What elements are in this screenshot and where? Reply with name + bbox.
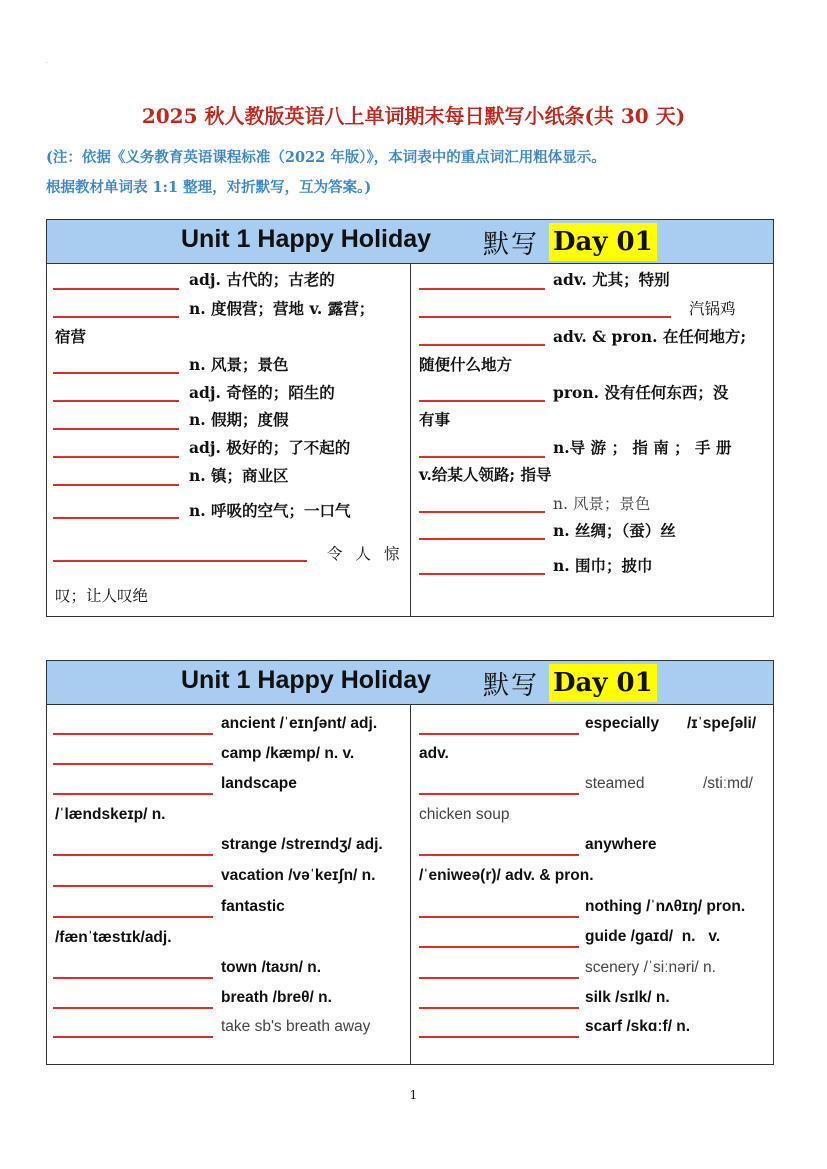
dictation-card-chinese <box>46 219 774 617</box>
answer-blank[interactable] <box>53 428 179 430</box>
word: anywhere <box>585 836 657 853</box>
meaning-cont: 有事 <box>419 410 451 429</box>
page-title: 2025 秋人教版英语八上单词期末每日默写小纸条(共 30 天) <box>141 104 686 128</box>
phonetic: /stiːmd/ <box>703 775 753 792</box>
note-line-1: (注：依据《义务教育英语课程标准（2022 年版）》，本词表中的重点词汇用粗体显示。 <box>46 149 606 166</box>
meaning-cont: v.给某人领路; 指导 <box>419 465 552 484</box>
word: ancient /ˈeɪnʃənt/ adj. <box>221 715 378 732</box>
answer-blank[interactable] <box>53 854 213 856</box>
meaning: n. 呼吸的空气；一口气 <box>189 501 351 520</box>
word: strange /streɪndʒ/ adj. <box>221 836 383 853</box>
answer-blank[interactable] <box>419 977 579 979</box>
top-marker: . <box>46 58 48 65</box>
note-line-2: 根据教材单词表 1:1 整理，对折默写，互为答案。) <box>46 179 372 196</box>
dictation-card-english <box>46 660 774 1065</box>
meaning: n. 丝绸；（蚕）丝 <box>553 521 676 540</box>
answer-blank[interactable] <box>419 573 545 575</box>
column-divider <box>410 705 411 1065</box>
answer-blank[interactable] <box>53 316 179 318</box>
word: breath /breθ/ n. <box>221 989 332 1006</box>
day-badge: Day 01 <box>549 664 657 702</box>
dictation-label: 默写 <box>483 230 540 260</box>
answer-blank[interactable] <box>419 793 579 795</box>
answer-blank[interactable] <box>53 916 213 918</box>
answer-blank[interactable] <box>53 400 179 402</box>
answer-blank[interactable] <box>419 538 545 540</box>
unit-title: Unit 1 Happy Holiday <box>181 666 432 694</box>
word: take sb's breath away <box>221 1018 371 1035</box>
word: steamed <box>585 775 645 792</box>
day-badge: Day 01 <box>549 223 657 261</box>
column-divider <box>410 264 411 617</box>
word: town /taʊn/ n. <box>221 959 322 976</box>
meaning: 令 人 惊 <box>327 545 404 563</box>
meaning-cont: 宿营 <box>55 327 87 346</box>
word: fantastic <box>221 898 285 915</box>
card-header <box>47 661 773 705</box>
answer-blank[interactable] <box>53 372 179 374</box>
answer-blank[interactable] <box>53 484 179 486</box>
word: camp /kæmp/ n. v. <box>221 745 355 762</box>
answer-blank[interactable] <box>419 916 579 918</box>
meaning: adj. 奇怪的；陌生的 <box>189 383 335 402</box>
answer-blank[interactable] <box>53 560 307 562</box>
answer-blank[interactable] <box>53 456 179 458</box>
word: scarf /skɑːf/ n. <box>585 1018 691 1035</box>
meaning: n. 假期；度假 <box>189 410 289 429</box>
answer-blank[interactable] <box>53 885 213 887</box>
answer-blank[interactable] <box>53 288 179 290</box>
answer-blank[interactable] <box>53 763 213 765</box>
meaning: adv. 尤其；特别 <box>553 270 670 289</box>
word: vacation /vəˈkeɪʃn/ n. <box>221 867 376 884</box>
answer-blank[interactable] <box>419 1036 579 1038</box>
answer-blank[interactable] <box>53 1036 213 1038</box>
phonetic: /ɪˈspeʃəli/ <box>687 715 757 732</box>
card-header <box>47 220 773 264</box>
answer-blank[interactable] <box>53 1007 213 1009</box>
word: landscape <box>221 775 297 792</box>
word-cont: adv. <box>419 745 449 762</box>
page-number: 1 <box>409 1088 418 1102</box>
answer-blank[interactable] <box>419 400 545 402</box>
meaning: n. 度假营；营地 v. 露营； <box>189 299 375 318</box>
meaning: n. 风景；景色 <box>553 495 651 513</box>
word: especially <box>585 715 660 732</box>
word-cont: chicken soup <box>419 806 510 823</box>
word-cont: /fænˈtæstɪk/adj. <box>55 929 172 946</box>
meaning: n. 围巾；披巾 <box>553 556 653 575</box>
meaning: pron. 没有任何东西；没 <box>553 383 729 402</box>
meaning: n. 风景；景色 <box>189 355 289 374</box>
word: guide /ɡaɪd/ n. v. <box>585 928 721 945</box>
word: nothing /ˈnʌθɪŋ/ pron. <box>585 898 746 915</box>
answer-blank[interactable] <box>419 316 671 318</box>
answer-blank[interactable] <box>419 288 545 290</box>
meaning-cont: 随便什么地方 <box>419 355 513 374</box>
dictation-label: 默写 <box>483 671 540 701</box>
meaning: n. 镇；商业区 <box>189 466 289 485</box>
answer-blank[interactable] <box>419 511 545 513</box>
answer-blank[interactable] <box>53 733 213 735</box>
word-cont: /ˈlændskeɪp/ n. <box>55 806 166 823</box>
answer-blank[interactable] <box>53 977 213 979</box>
answer-blank[interactable] <box>53 517 179 519</box>
answer-blank[interactable] <box>419 1007 579 1009</box>
answer-blank[interactable] <box>419 854 579 856</box>
meaning-cont: 叹；让人叹绝 <box>55 587 149 605</box>
answer-blank[interactable] <box>419 344 545 346</box>
word-cont: /ˈeniweə(r)/ adv. & pron. <box>419 867 594 884</box>
meaning: adj. 古代的；古老的 <box>189 270 335 289</box>
meaning: n.导 游 ； 指 南 ； 手 册 <box>553 438 732 457</box>
answer-blank[interactable] <box>53 793 213 795</box>
answer-blank[interactable] <box>419 946 579 948</box>
word: silk /sɪlk/ n. <box>585 989 670 1006</box>
meaning: adj. 极好的；了不起的 <box>189 438 351 457</box>
answer-blank[interactable] <box>419 733 579 735</box>
unit-title: Unit 1 Happy Holiday <box>181 225 432 253</box>
word: scenery /ˈsiːnəri/ n. <box>585 959 716 976</box>
meaning: 汽锅鸡 <box>689 300 736 318</box>
meaning: adv. & pron. 在任何地方; <box>553 327 747 346</box>
answer-blank[interactable] <box>419 456 545 458</box>
